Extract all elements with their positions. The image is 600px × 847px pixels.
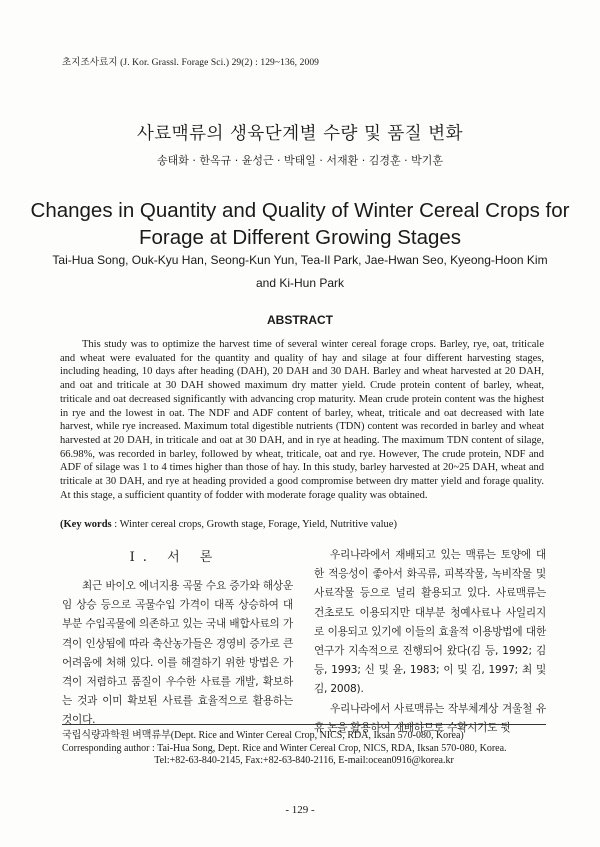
footnote-contact: Tel:+82-63-840-2145, Fax:+82-63-840-2116, E-mail:ocean0916@korea.kr [154, 755, 454, 767]
keywords-label: (Key words [60, 519, 112, 530]
footnote [62, 730, 546, 768]
english-title-line-2: Forage at Different Growing Stages [138, 226, 462, 249]
left-column-text: 최근 바이오 에너지용 곡물 수요 증가와 해상운임 상승 등으로 곡물수입 가격이 대폭 상승하여 대부분 수입곡물에 의존하고 있는 국내 배합사료의 가격이 인상됨에 따라 축산농가들은 경영비 증가로 큰 어려움에 처해 있다. 이를 해결하기 위한 방법은 가격이 저렴하고 품질이 우수한 사료를 개발, 확보하는 것과 이미 확보된 사료를 효율적으로 활용하는 것이다. [62, 580, 293, 727]
korean-authors: 송태화 · 한옥규 · 윤성근 · 박태일 · 서재환 · 김경훈 · 박기훈 [156, 154, 444, 167]
abstract-heading: ABSTRACT [267, 313, 333, 327]
korean-title: 사료맥류의 생육단계별 수량 및 품질 변화 [136, 124, 464, 144]
footnote-affiliation: 국립식량과학원 벼맥류부(Dept. Rice and Winter Cereal Crop, NICS, RDA, Iksan 570-080, Korea) [62, 730, 464, 741]
keywords [60, 519, 544, 530]
keywords-list: : Winter cereal crops, Growth stage, Forage, Yield, Nutritive value) [114, 519, 397, 530]
footnote-corresponding-author: Corresponding author : Tai-Hua Song, Dept. Rice and Winter Cereal Crop, NICS, RDA, Iksan 570-080, Korea. [62, 742, 507, 754]
abstract-body: This study was to optimize the harvest time of several winter cereal forage crops. Barley, rye, oat, triticale and wheat were evaluated for the quantity and quality of hay and silage at four different harvesting stages, including heading, 10 days after heading (DAH), 20 DAH and 30 DAH. Barley and wheat harvested at 20 DAH, and oat and triticale at 30 DAH showed maximum dry matter yield. Crude protein content of barley, wheat, triticale and oat decreased significantly with advancing crop maturity. Mean crude protein content was the highest in rye and the lowest in oat. The NDF and ADF content of barley, wheat, triticale and oat decreased with late harvest, while rye increased. Maximum total digestible nutrients (TDN) content was recorded in barley and wheat harvested at 20 DAH, in triticale and oat at 30 DAH, and in rye at heading. The maximum TDN content of silage, 66.98%, was recorded in barley, followed by wheat, triticale, oat and rye. However, The crude protein, NDF and ADF of silage was 1 to 4 times higher than those of hay. In this study, barley harvested at 20~25 DAH, wheat and triticale at 30 DAH, and rye at heading provided a good compromise between dry matter yield and forage quality. At this stage, a sufficient quantity of fodder with moderate forage quality was obtained. [60, 339, 544, 501]
english-title-line-1: Changes in Quantity and Quality of Winter Cereal Crops for [30, 199, 570, 222]
right-column [314, 546, 546, 738]
page-number: - 129 - [285, 804, 315, 816]
english-title [0, 197, 600, 251]
right-column-paragraph-1: 우리나라에서 재배되고 있는 맥류는 토양에 대한 적응성이 좋아서 화곡류, 피복작물, 녹비작물 및 사료작물 등으로 널리 활용되고 있다. 사료맥류는 건초로도 이용되지만 대부분 청예사료나 사일리지로 이용되고 있기에 이들의 효율적 이용방법에 대한 연구가 지속적으로 진행되어 왔다(김 등, 1992; 김 등, 1993; 신 및 윤, 1983; 이 및 김, 1997; 최 및 김, 2008). [314, 549, 546, 696]
footnote-divider [62, 724, 546, 725]
english-authors: Tai-Hua Song, Ouk-Kyu Han, Seong-Kun Yun, Tea-Il Park, Jae-Hwan Seo, Kyeong-Hoon Kim and Ki-Hun Park [52, 253, 548, 290]
right-column-paragraph-2: 우리나라에서 사료맥류는 작부체계상 겨울철 유휴 논을 활용하여 재배하므로 수확시기도 뒷 [314, 702, 546, 734]
section-heading-introduction: I. 서 론 [129, 550, 221, 565]
journal-citation: 초지조사료지 (J. Kor. Grassl. Forage Sci.) 29(2) : 129~136, 2009 [62, 58, 320, 68]
